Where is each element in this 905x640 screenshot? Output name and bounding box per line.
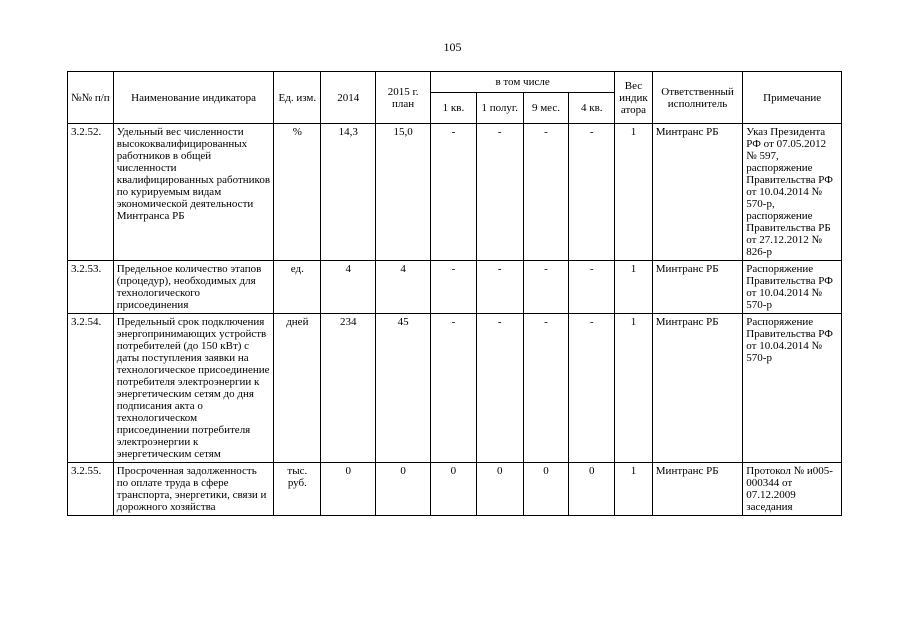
row-responsible: Минтранс РБ [652, 261, 743, 314]
row-q1: - [431, 314, 477, 463]
indicators-table [67, 71, 842, 516]
row-note: Распоряжение Правительства РФ от 10.04.2014 № 570-р [743, 314, 842, 463]
table-row [68, 261, 842, 314]
row-2014: 4 [321, 261, 376, 314]
row-q4: - [569, 314, 615, 463]
header-num: №№ п/п [68, 72, 114, 124]
row-num: 3.2.54. [68, 314, 114, 463]
row-weight: 1 [615, 124, 653, 261]
row-2015: 0 [376, 463, 431, 516]
row-note: Указ Президента РФ от 07.05.2012 № 597, распоряжение Правительства РФ от 10.04.2014 № 570-р, распоряжение Правительства РБ от 27.12.2012 № 826-р [743, 124, 842, 261]
header-unit: Ед. изм. [274, 72, 321, 124]
header-9m: 9 мес. [523, 93, 569, 124]
row-q1: - [431, 124, 477, 261]
row-q1: - [431, 261, 477, 314]
row-name: Предельный срок подключения энергопринимающих устройств потребителей (до 150 кВт) с даты поступления заявки на технологическое присоединение потребителя электроэнергии к энергетическим сетям до дня подписания акта о технологическом присоединении потребителя электроэнергии к энергетическим сетям [113, 314, 274, 463]
row-2014: 234 [321, 314, 376, 463]
row-num: 3.2.52. [68, 124, 114, 261]
header-row [68, 72, 842, 93]
row-num: 3.2.53. [68, 261, 114, 314]
table-row [68, 463, 842, 516]
header-responsible: Ответственный исполнитель [652, 72, 743, 124]
row-note: Распоряжение Правительства РФ от 10.04.2014 № 570-р [743, 261, 842, 314]
row-weight: 1 [615, 261, 653, 314]
row-responsible: Минтранс РБ [652, 124, 743, 261]
row-responsible: Минтранс РБ [652, 314, 743, 463]
row-q4: - [569, 124, 615, 261]
row-responsible: Минтранс РБ [652, 463, 743, 516]
row-9m: 0 [523, 463, 569, 516]
row-2015: 4 [376, 261, 431, 314]
row-9m: - [523, 124, 569, 261]
row-2015: 15,0 [376, 124, 431, 261]
header-name: Наименование индикатора [113, 72, 274, 124]
row-unit: дней [274, 314, 321, 463]
row-9m: - [523, 261, 569, 314]
header-2015-plan: 2015 г. план [376, 72, 431, 124]
row-h1: 0 [476, 463, 523, 516]
table-row [68, 314, 842, 463]
header-h1: 1 полуг. [476, 93, 523, 124]
header-note: Примечание [743, 72, 842, 124]
header-including: в том числе [431, 72, 615, 93]
row-unit: тыс. руб. [274, 463, 321, 516]
row-q4: - [569, 261, 615, 314]
table-row [68, 124, 842, 261]
page-number: 105 [443, 40, 462, 54]
row-num: 3.2.55. [68, 463, 114, 516]
row-2014: 0 [321, 463, 376, 516]
header-weight: Вес индик атора [615, 72, 653, 124]
row-2014: 14,3 [321, 124, 376, 261]
row-name: Просроченная задолженность по оплате труда в сфере транспорта, энергетики, связи и дорожного хозяйства [113, 463, 274, 516]
row-note: Протокол № и005-000344 от 07.12.2009 заседания [743, 463, 842, 516]
row-weight: 1 [615, 314, 653, 463]
row-unit: ед. [274, 261, 321, 314]
row-h1: - [476, 314, 523, 463]
header-q4: 4 кв. [569, 93, 615, 124]
row-q4: 0 [569, 463, 615, 516]
row-name: Предельное количество этапов (процедур), необходимых для технологического присоединения [113, 261, 274, 314]
row-9m: - [523, 314, 569, 463]
row-unit: % [274, 124, 321, 261]
row-h1: - [476, 261, 523, 314]
header-q1: 1 кв. [431, 93, 477, 124]
row-q1: 0 [431, 463, 477, 516]
row-weight: 1 [615, 463, 653, 516]
row-2015: 45 [376, 314, 431, 463]
header-2014: 2014 [321, 72, 376, 124]
row-name: Удельный вес численности высококвалифицированных работников в общей численности квалифицированных работников по курируемым видам экономической деятельности Минтранса РБ [113, 124, 274, 261]
row-h1: - [476, 124, 523, 261]
